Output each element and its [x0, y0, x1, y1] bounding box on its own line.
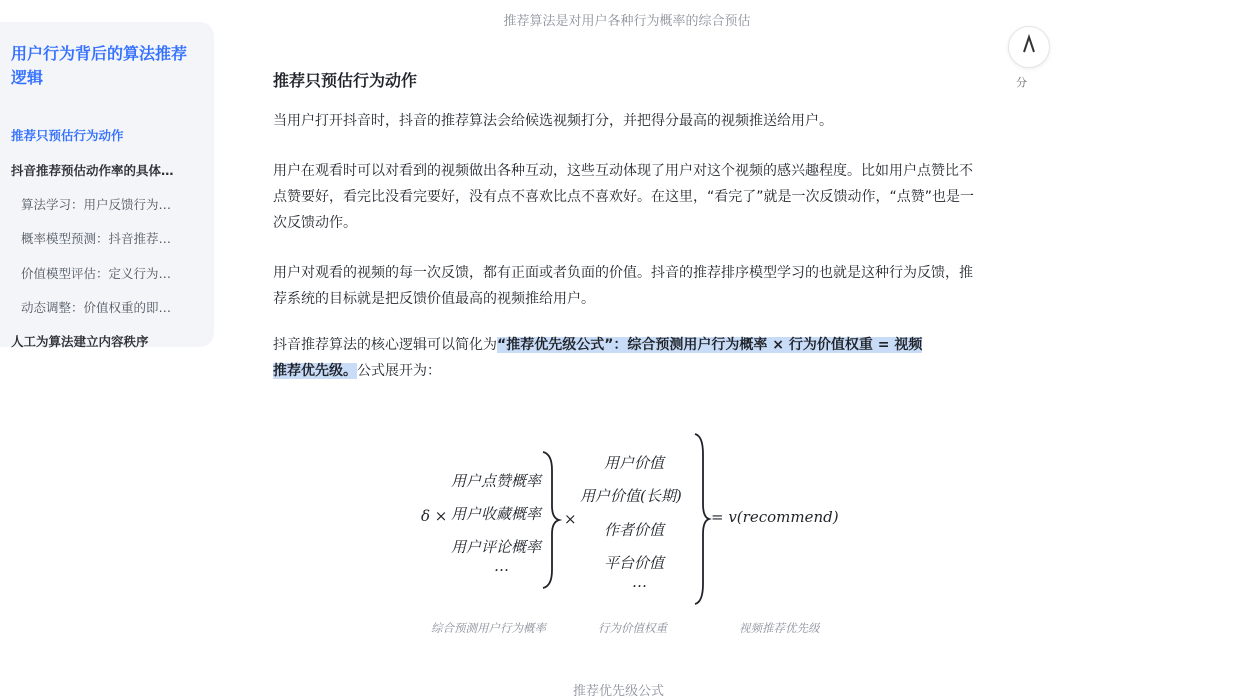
paragraph-4-prefix: 抖音推荐算法的核心逻辑可以简化为: [273, 337, 497, 353]
share-icon-glyph: [1022, 34, 1036, 54]
toc-item-recommend-predicts-actions[interactable]: 推荐只预估行为动作: [11, 128, 124, 143]
toc-item-probability-model[interactable]: 概率模型预测：抖音推荐…: [21, 231, 172, 246]
formula-delta: δ ×: [421, 507, 448, 525]
formula-right-brace-1: [540, 450, 562, 590]
share-label: 分: [1016, 76, 1027, 89]
share-button[interactable]: [1008, 26, 1050, 68]
paragraph-3: 用户对观看的视频的每一次反馈，都有正面或者负面的价值。抖音的推荐排序模型学习的也就是这种行为反馈，推荐系统的目标就是把反馈价值最高的视频推给用户。: [273, 265, 973, 307]
formula-value-user-longterm: 用户价值(长期): [580, 487, 682, 505]
formula-caption-probability: 综合预测用户行为概率: [431, 621, 546, 635]
section-heading: 推荐只预估行为动作: [273, 71, 418, 90]
highlighted-formula-text-1: “推荐优先级公式”：综合预测用户行为概率 × 行为价值权重 = 视频: [497, 337, 923, 353]
toc-item-content-order[interactable]: 人工为算法建立内容秩序: [11, 334, 149, 349]
toc-item-dynamic-adjustment[interactable]: 动态调整：价值权重的即…: [21, 300, 172, 315]
paragraph-1: 当用户打开抖音时，抖音的推荐算法会给候选视频打分，并把得分最高的视频推送给用户。: [273, 113, 833, 129]
paragraph-2: 用户在观看时可以对看到的视频做出各种互动，这些互动体现了用户对这个视频的感兴趣程度。比如用户点赞比不点赞要好，看完比没看完要好，没有点不喜欢比点不喜欢好。在这里，“看完了”就是一次反馈动作，“点赞”也是一次反馈动作。: [273, 163, 975, 231]
paragraph-4: [273, 332, 979, 384]
formula-value-author: 作者价值: [604, 521, 665, 539]
highlighted-formula-text-2: 推荐优先级。: [273, 363, 357, 379]
formula-caption-priority: 视频推荐优先级: [739, 621, 820, 635]
toc-item-action-rate-details[interactable]: 抖音推荐预估动作率的具体…: [11, 163, 174, 178]
formula-result: = v(recommend): [711, 508, 839, 526]
formula-value-platform: 平台价值: [604, 554, 665, 572]
formula-times: ×: [564, 510, 577, 528]
share-icon: [1022, 34, 1036, 59]
formula-prob-like: 用户点赞概率: [451, 472, 542, 490]
formula-prob-favorite: 用户收藏概率: [451, 505, 542, 523]
formula-prob-comment: 用户评论概率: [451, 538, 542, 556]
toc-item-algorithm-learning[interactable]: 算法学习：用户反馈行为…: [21, 197, 172, 212]
formula-value-more: …: [632, 573, 647, 591]
formula-right-brace-2: [692, 432, 712, 606]
toc-item-value-model[interactable]: 价值模型评估：定义行为…: [21, 266, 172, 281]
formula-value-user: 用户价值: [604, 454, 665, 472]
image-caption: 推荐算法是对用户各种行为概率的综合预估: [503, 14, 751, 29]
toc-title[interactable]: 用户行为背后的算法推荐逻辑: [11, 44, 188, 87]
formula-caption-weight: 行为价值权重: [598, 621, 667, 635]
table-of-contents: [0, 22, 214, 347]
formula-figure-caption: 推荐优先级公式: [573, 684, 665, 699]
formula-prob-more: …: [494, 557, 509, 575]
paragraph-4-suffix: 公式展开为：: [357, 363, 441, 379]
